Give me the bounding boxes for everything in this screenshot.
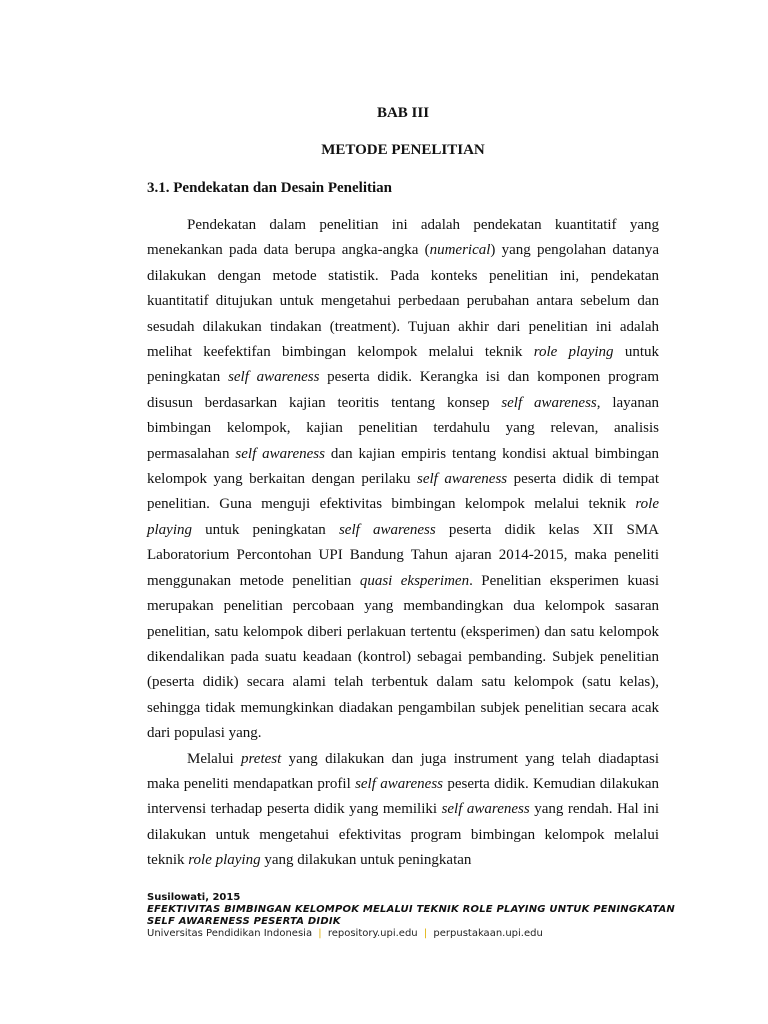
text-run: , layanan bimbingan kelompok, kajian penelitian terdahulu yang relevan, analisis permasalahan xyxy=(147,394,659,462)
text-run: yang rendah. Hal ini dilakukan untuk mengetahui efektivitas program bimbingan kelompok melalui teknik xyxy=(147,801,660,869)
italic-term: self awareness xyxy=(355,775,443,792)
italic-term: self awareness xyxy=(338,521,436,538)
section-title: 3.1. Pendekatan dan Desain Penelitian xyxy=(147,180,393,196)
footer-separator: | xyxy=(423,928,428,939)
footer-university: Universitas Pendidikan Indonesia xyxy=(147,928,313,939)
italic-term: self awareness xyxy=(235,445,325,462)
text-run: yang dilakukan untuk peningkatan xyxy=(260,852,472,869)
italic-term: self awareness xyxy=(441,801,530,818)
body-text xyxy=(147,213,659,874)
italic-term: role playing xyxy=(147,496,659,538)
paragraph-1 xyxy=(147,213,659,747)
footer-repository-link[interactable]: repository.upi.edu xyxy=(327,928,418,939)
footer-links xyxy=(147,928,707,940)
chapter-number: BAB III xyxy=(376,105,430,121)
text-run: peserta didik. Kemudian dilakukan intervensi terhadap peserta didik yang memiliki xyxy=(147,775,659,818)
text-run: peserta didik. Kerangka isi dan komponen program disusun berdasarkan kajian teoritis tentang konsep xyxy=(147,369,659,411)
italic-term: role playing xyxy=(188,852,261,869)
text-run: Pendekatan dalam penelitian ini adalah pendekatan kuantitatif yang menekankan pada data berupa angka-angka ( xyxy=(147,217,659,259)
text-run: untuk peningkatan xyxy=(147,344,659,386)
italic-term: quasi eksperimen xyxy=(359,572,470,589)
italic-term: numerical xyxy=(429,242,491,259)
paragraph-2 xyxy=(147,747,659,874)
chapter-title: METODE PENELITIAN xyxy=(321,142,485,158)
text-run: peserta didik kelas XII SMA Laboratorium Percontohan UPI Bandung Tahun ajaran 2014-2015, maka peneliti menggunakan metode penelitian xyxy=(147,521,660,589)
footer-library-link[interactable]: perpustakaan.upi.edu xyxy=(433,928,543,939)
text-run: peserta didik di tempat penelitian. Guna menguji efektivitas bimbingan kelompok melalui teknik xyxy=(147,471,660,513)
text-run: yang dilakukan dan juga instrument yang telah diadaptasi maka peneliti mendapatkan profil xyxy=(147,750,660,792)
text-run: dan kajian empiris tentang kondisi aktual bimbingan kelompok yang berkaitan dengan perilaku xyxy=(147,445,660,488)
italic-term: self awareness xyxy=(417,471,508,488)
italic-term: self awareness xyxy=(501,394,597,411)
text-run: . Penelitian eksperimen kuasi merupakan penelitian percobaan yang membandingkan dua kelompok sasaran penelitian, satu kelompok diberi perlakuan tertentu (eksperimen) dan satu kelompok dikendalikan pada suatu keadaan (kontrol) sebagai pembanding. Subjek penelitian (peserta didik) secara alami telah terbentuk dalam satu kelompok (satu kelas), sehingga tidak memungkinkan diadakan pengambilan subjek penelitian secara acak dari populasi yang. xyxy=(147,572,660,742)
page-footer xyxy=(147,892,707,940)
text-run: untuk peningkatan xyxy=(192,521,339,538)
footer-title-line-1: EFEKTIVITAS BIMBINGAN KELOMPOK MELALUI TEKNIK ROLE PLAYING UNTUK PENINGKATAN xyxy=(147,904,675,915)
italic-term: role playing xyxy=(533,344,614,361)
footer-title-line-2: SELF AWARENESS PESERTA DIDIK xyxy=(147,916,341,927)
text-run: ) yang pengolahan datanya dilakukan dengan metode statistik. Pada konteks penelitian ini, pendekatan kuantitatif ditujukan untuk mengetahui perbedaan perubahan antara sebelum dan sesudah dilakukan tindakan (treatment). Tujuan akhir dari penelitian ini adalah melihat keefektifan bimbingan kelompok melalui teknik xyxy=(147,242,659,361)
italic-term: pretest xyxy=(241,750,282,767)
footer-separator: | xyxy=(318,928,322,939)
text-run: Melalui xyxy=(187,750,241,767)
footer-author: Susilowati, 2015 xyxy=(147,892,241,903)
italic-term: self awareness xyxy=(228,369,320,386)
